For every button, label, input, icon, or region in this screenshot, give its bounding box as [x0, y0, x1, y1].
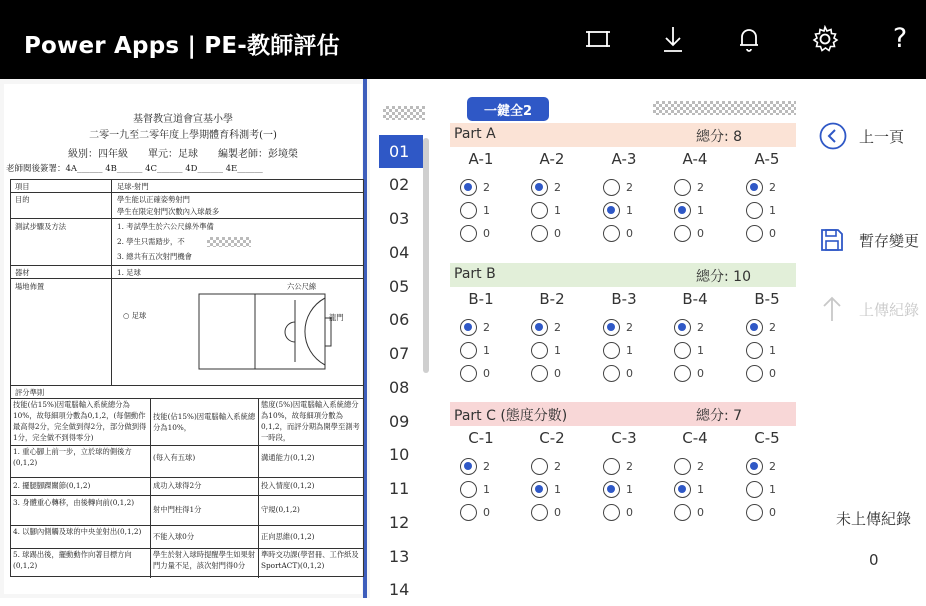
radio-button[interactable] [674, 342, 691, 359]
doc-row-3a: 3. 身體重心轉移，由後轉向前(0,1,2) [13, 498, 135, 507]
question-label: A-1 [468, 150, 494, 168]
student-number-item[interactable]: 06 [389, 310, 410, 329]
radio-label: 2 [769, 460, 776, 473]
radio-label: 1 [697, 344, 704, 357]
radio-label: 0 [626, 367, 633, 380]
radio-label: 0 [697, 367, 704, 380]
score-option[interactable] [531, 179, 561, 196]
radio-label: 0 [554, 506, 561, 519]
radio-button[interactable] [603, 319, 620, 336]
fit-screen-icon[interactable] [583, 24, 613, 54]
redacted-info [653, 101, 796, 115]
radio-button[interactable] [531, 365, 548, 382]
radio-label: 0 [554, 367, 561, 380]
radio-label: 2 [626, 460, 633, 473]
score-option[interactable] [746, 319, 776, 336]
radio-label: 1 [769, 204, 776, 217]
part-c-title: Part C (態度分數) [454, 408, 568, 424]
student-number-item[interactable]: 14 [389, 580, 410, 599]
radio-button[interactable] [746, 504, 763, 521]
radio-label: 2 [697, 321, 704, 334]
radio-button[interactable] [674, 225, 691, 242]
score-option[interactable] [674, 365, 704, 382]
save-changes-button[interactable] [819, 227, 919, 253]
doc-row-3b: 射中門柱得1分 [153, 505, 202, 514]
doc-row-4b: 不能入球0分 [153, 532, 195, 541]
radio-label: 1 [483, 483, 490, 496]
score-option[interactable] [531, 458, 561, 475]
score-option[interactable] [603, 481, 633, 498]
score-option[interactable] [460, 179, 490, 196]
radio-label: 1 [697, 483, 704, 496]
score-option[interactable] [603, 225, 633, 242]
radio-button[interactable] [746, 179, 763, 196]
radio-button[interactable] [746, 225, 763, 242]
radio-label: 1 [626, 483, 633, 496]
radio-label: 2 [769, 321, 776, 334]
radio-button[interactable] [674, 179, 691, 196]
question-label: C-3 [611, 429, 637, 447]
radio-button[interactable] [460, 365, 477, 382]
student-number-item[interactable]: 02 [389, 175, 410, 194]
score-option[interactable] [603, 319, 633, 336]
doc-row-2b: 成功入球得2分 [153, 481, 202, 490]
radio-button[interactable] [460, 458, 477, 475]
prev-page-label: 上一頁 [859, 127, 905, 146]
radio-button[interactable] [460, 179, 477, 196]
app-header [0, 0, 926, 79]
score-option[interactable] [746, 504, 776, 521]
score-option[interactable] [531, 481, 561, 498]
radio-button[interactable] [674, 458, 691, 475]
radio-label: 0 [483, 227, 490, 240]
doc-criteria-a: 技能(佔15%)因電腦輸入系統總分為10%，故每細項分數為0,1,2，(每個動作最高得2分，完全做到得2分，部分做到得1分，完全做不到得零分) [13, 400, 147, 442]
doc-row-4c: 正向思維(0,1,2) [261, 532, 315, 541]
doc-criteria-label: 評分準則 [15, 388, 45, 397]
score-option[interactable] [674, 504, 704, 521]
doc-equip-value: 1. 足球 [117, 268, 141, 277]
student-number-item[interactable]: 04 [389, 243, 410, 262]
radio-label: 0 [769, 506, 776, 519]
part-b-panel [450, 263, 796, 391]
question-label: B-4 [682, 290, 708, 308]
score-option[interactable] [603, 179, 633, 196]
radio-label: 1 [769, 344, 776, 357]
radio-label: 2 [626, 181, 633, 194]
radio-label: 2 [554, 460, 561, 473]
radio-button[interactable] [531, 504, 548, 521]
back-circle-icon [819, 122, 847, 150]
download-icon[interactable] [658, 24, 688, 54]
score-option[interactable] [460, 481, 490, 498]
doc-method-label: 測試步驟及方法 [15, 222, 67, 231]
part-c-panel [450, 402, 796, 530]
doc-exam-title: 二零一九至二零年度上學期體育科測考(一) [89, 130, 277, 141]
radio-label: 1 [483, 344, 490, 357]
question-label: C-2 [539, 429, 565, 447]
radio-button[interactable] [674, 504, 691, 521]
gear-icon[interactable] [810, 24, 840, 54]
question-label: A-3 [611, 150, 637, 168]
radio-button[interactable] [460, 202, 477, 219]
doc-site-line: 六公尺線 [287, 282, 317, 291]
part-b-header [450, 263, 796, 287]
doc-site-goal: 龍門 [329, 313, 344, 322]
radio-label: 0 [697, 506, 704, 519]
part-c-header [450, 402, 796, 426]
doc-table [10, 179, 364, 577]
doc-method-1: 1. 考試學生於六公尺線外準備 [117, 222, 214, 231]
student-number-item[interactable]: 08 [389, 378, 410, 397]
radio-button[interactable] [531, 342, 548, 359]
doc-school: 基督教宣道會宣基小學 [133, 114, 233, 125]
doc-row-5c: 準時交功課(學習冊、工作紙及SportACT)(0,1,2) [261, 550, 359, 570]
part-c-total: 總分: 7 [696, 408, 743, 424]
radio-label: 2 [554, 321, 561, 334]
radio-button[interactable] [460, 319, 477, 336]
score-option[interactable] [531, 342, 561, 359]
doc-criteria-b: 技能(佔15%)因電腦輸入系統總分為10%， [153, 412, 256, 432]
student-number-item[interactable]: 09 [389, 412, 410, 431]
radio-label: 1 [554, 204, 561, 217]
doc-goal-2: 學生在限定射門次數內入球最多 [117, 207, 220, 216]
number-list-scrollbar[interactable] [423, 138, 429, 373]
part-a-header [450, 123, 796, 147]
doc-goal-label: 目的 [15, 195, 30, 204]
score-option[interactable] [746, 225, 776, 242]
radio-button[interactable] [531, 481, 548, 498]
radio-button[interactable] [460, 504, 477, 521]
part-a-panel [450, 123, 796, 251]
score-option[interactable] [460, 504, 490, 521]
doc-sign-line: 老師閱後簽署：4A______ 4B______ 4C______ 4D______ 4E______ [6, 164, 263, 174]
score-option[interactable] [531, 365, 561, 382]
radio-button[interactable] [603, 179, 620, 196]
radio-button[interactable] [674, 481, 691, 498]
upload-arrow-icon [819, 295, 845, 323]
question-label: C-4 [682, 429, 708, 447]
doc-row-3c: 守規(0,1,2) [261, 505, 300, 514]
app-title: Power Apps | PE-教師評估 [24, 33, 340, 59]
radio-button[interactable] [746, 458, 763, 475]
question-label: B-5 [754, 290, 780, 308]
save-changes-label: 暫存變更 [859, 231, 920, 250]
part-a-title: Part A [454, 126, 496, 142]
radio-label: 0 [769, 227, 776, 240]
part-b-title: Part B [454, 266, 496, 282]
radio-button[interactable] [460, 481, 477, 498]
radio-label: 2 [626, 321, 633, 334]
radio-button[interactable] [531, 225, 548, 242]
radio-label: 2 [769, 181, 776, 194]
doc-goal-1: 學生能以正確姿勢射門 [117, 195, 190, 204]
student-number-item[interactable]: 12 [389, 513, 410, 532]
radio-button[interactable] [674, 319, 691, 336]
doc-row-1b: (每入有五球) [153, 453, 196, 462]
radio-button[interactable] [603, 225, 620, 242]
radio-label: 1 [554, 344, 561, 357]
action-panel [814, 95, 926, 598]
radio-button[interactable] [746, 342, 763, 359]
radio-button[interactable] [746, 202, 763, 219]
radio-button[interactable] [603, 481, 620, 498]
doc-row-1c: 溝通能力(0,1,2) [261, 453, 315, 462]
radio-label: 1 [626, 204, 633, 217]
radio-button[interactable] [460, 342, 477, 359]
radio-button[interactable] [531, 202, 548, 219]
radio-label: 1 [769, 483, 776, 496]
upload-record-button[interactable] [819, 295, 919, 323]
score-option[interactable] [674, 225, 704, 242]
bell-icon[interactable] [734, 24, 764, 54]
radio-button[interactable] [603, 504, 620, 521]
student-number-item[interactable]: 01 [379, 135, 423, 168]
score-option[interactable] [460, 342, 490, 359]
doc-site-label: 場地佈置 [15, 282, 45, 291]
doc-row-2c: 投入情度(0,1,2) [261, 481, 315, 490]
radio-button[interactable] [531, 458, 548, 475]
doc-equip-label: 器材 [15, 268, 30, 277]
student-number-item[interactable]: 13 [389, 547, 410, 566]
radio-button[interactable] [674, 202, 691, 219]
radio-label: 0 [554, 227, 561, 240]
doc-item-value: 足球-射門 [117, 182, 149, 191]
soccer-field-diagram [195, 290, 345, 380]
question-label: C-5 [754, 429, 780, 447]
score-option[interactable] [603, 202, 633, 219]
radio-label: 2 [483, 181, 490, 194]
help-icon[interactable]: ? [892, 23, 908, 54]
radio-label: 0 [626, 506, 633, 519]
score-option[interactable] [460, 319, 490, 336]
radio-label: 1 [483, 204, 490, 217]
question-label: B-1 [468, 290, 494, 308]
score-option[interactable] [460, 225, 490, 242]
score-option[interactable] [746, 179, 776, 196]
score-option[interactable] [674, 202, 704, 219]
radio-button[interactable] [746, 481, 763, 498]
student-number-item[interactable]: 03 [389, 209, 410, 228]
part-a-total: 總分: 8 [696, 129, 743, 145]
radio-button[interactable] [603, 202, 620, 219]
question-label: A-2 [539, 150, 565, 168]
score-option[interactable] [603, 504, 633, 521]
select-all-2-button[interactable]: 一鍵全2 [467, 97, 549, 121]
radio-label: 2 [483, 460, 490, 473]
doc-row-2a: 2. 擺腿腳踝關節(0,1,2) [13, 481, 91, 490]
score-option[interactable] [531, 202, 561, 219]
student-number-item[interactable]: 10 [389, 445, 410, 464]
radio-label: 1 [554, 483, 561, 496]
radio-button[interactable] [531, 179, 548, 196]
radio-button[interactable] [746, 365, 763, 382]
radio-button[interactable] [460, 225, 477, 242]
score-option[interactable] [746, 342, 776, 359]
score-option[interactable] [746, 365, 776, 382]
radio-label: 1 [697, 204, 704, 217]
score-option[interactable] [531, 225, 561, 242]
radio-button[interactable] [603, 458, 620, 475]
score-option[interactable] [603, 458, 633, 475]
doc-item-label: 項目 [15, 182, 30, 191]
score-option[interactable] [674, 319, 704, 336]
score-option[interactable] [531, 319, 561, 336]
radio-button[interactable] [674, 365, 691, 382]
score-option[interactable] [460, 365, 490, 382]
radio-label: 2 [697, 460, 704, 473]
list-header-redacted [383, 106, 425, 120]
doc-method-2: 2. 學生只需踏步，不 [117, 237, 185, 246]
score-option[interactable] [674, 458, 704, 475]
score-option[interactable] [746, 202, 776, 219]
question-label: B-3 [611, 290, 637, 308]
radio-label: 2 [697, 181, 704, 194]
radio-label: 1 [626, 344, 633, 357]
score-option[interactable] [674, 342, 704, 359]
doc-site-ball: ○ 足球 [123, 311, 147, 320]
score-option[interactable] [460, 202, 490, 219]
question-label: A-4 [682, 150, 708, 168]
student-number-item[interactable]: 07 [389, 344, 410, 363]
score-option[interactable] [603, 365, 633, 382]
score-option[interactable] [674, 179, 704, 196]
score-option[interactable] [531, 504, 561, 521]
score-option[interactable] [603, 342, 633, 359]
score-option[interactable] [746, 481, 776, 498]
radio-label: 0 [626, 227, 633, 240]
doc-criteria-c: 態度(5%)因電腦輸入系統總分為10%，故每細項分數為0,1,2，而評分期為開學至測考一時段， [261, 400, 360, 442]
doc-row-5b: 學生於射入球時提醒學生如果射門力量不足，該次射門得0分 [153, 550, 256, 570]
part-b-total: 總分: 10 [696, 269, 751, 285]
not-uploaded-count: 0 [869, 551, 879, 569]
not-uploaded-label: 未上傳紀錄 [836, 510, 912, 528]
radio-button[interactable] [603, 365, 620, 382]
radio-button[interactable] [603, 342, 620, 359]
question-label: B-2 [539, 290, 565, 308]
radio-label: 2 [554, 181, 561, 194]
prev-page-button[interactable] [819, 122, 904, 150]
score-option[interactable] [460, 458, 490, 475]
radio-button[interactable] [531, 319, 548, 336]
student-number-item[interactable]: 11 [389, 479, 410, 498]
student-number-item[interactable]: 05 [389, 277, 410, 296]
doc-grade-line: 級別：四年級 單元：足球 編製老師：彭境榮 [68, 149, 298, 160]
radio-label: 0 [483, 367, 490, 380]
exam-document [4, 84, 362, 594]
radio-label: 2 [483, 321, 490, 334]
radio-label: 0 [769, 367, 776, 380]
radio-label: 0 [697, 227, 704, 240]
doc-row-5a: 5. 球踢出後，擺動動作向著目標方向(0,1,2) [13, 550, 132, 570]
student-number-list [379, 95, 427, 598]
radio-label: 0 [483, 506, 490, 519]
doc-row-4a: 4. 以腳內側觸及球的中央並射出(0,1,2) [13, 527, 142, 536]
score-option[interactable] [746, 458, 776, 475]
question-label: A-5 [754, 150, 780, 168]
score-option[interactable] [674, 481, 704, 498]
radio-button[interactable] [746, 319, 763, 336]
doc-method-3: 3. 總共有五次射門機會 [117, 252, 192, 261]
save-icon [819, 227, 845, 253]
doc-row-1a: 1. 重心腳上前一步，立於球的側後方(0,1,2) [13, 447, 132, 467]
upload-record-label: 上傳紀錄 [859, 300, 920, 319]
question-label: C-1 [468, 429, 494, 447]
